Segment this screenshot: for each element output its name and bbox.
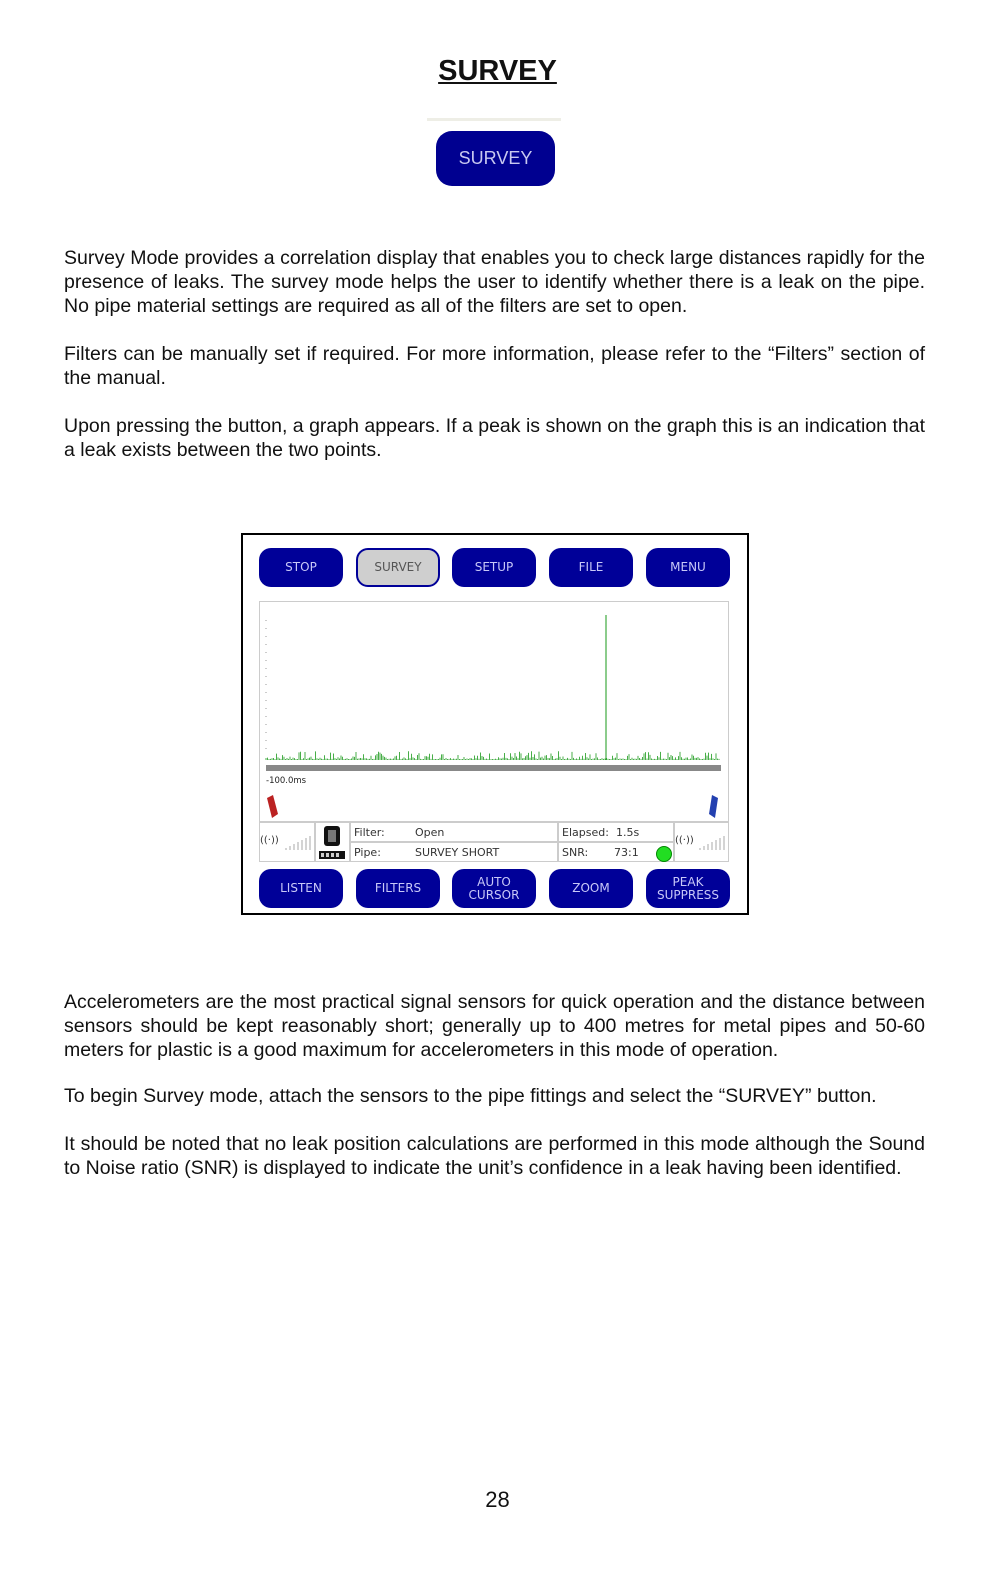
antenna-icon: ((·)) (260, 835, 279, 846)
signal-bars-icon (282, 835, 314, 851)
battery-cell (315, 822, 350, 862)
filter-value: Open (415, 826, 445, 839)
paragraph: Accelerometers are the most practical signal sensors for quick operation and the distance between sensors should be kept reasonably short; generally up to 400 metres for metal pipes and 50-60 meters for plastic is a good maximum for accelerometers in this mode of operation. (64, 991, 925, 1061)
status-indicator (656, 846, 672, 862)
filters-button[interactable]: FILTERS (356, 869, 440, 908)
battery-icon (316, 823, 349, 861)
correlation-graph (259, 601, 729, 822)
listen-button[interactable]: LISTEN (259, 869, 343, 908)
pipe-value: SURVEY SHORT (415, 846, 500, 859)
snr-value: 73:1 (614, 846, 639, 859)
red-sensor-icon (264, 794, 280, 820)
device-screenshot (241, 533, 749, 915)
paragraph: Upon pressing the button, a graph appears. If a peak is shown on the graph this is an indication that a leak exists between the two points. (64, 415, 925, 461)
axis-label: -100.0ms (266, 776, 307, 786)
pipe-row: Pipe: SURVEY SHORT (350, 842, 558, 862)
left-signal-strength (259, 822, 315, 862)
stop-button[interactable]: STOP (259, 548, 343, 587)
survey-button[interactable]: SURVEY (436, 131, 555, 186)
snr-row: SNR: 73:1 (558, 842, 674, 862)
peak-suppress-button[interactable]: PEAK SUPPRESS (646, 869, 730, 908)
signal-bars-icon (696, 835, 728, 851)
elapsed-value: 1.5s (616, 826, 640, 839)
blue-sensor-icon (706, 794, 722, 820)
paragraph: Filters can be manually set if required. For more information, please refer to the “Filters” section of the manual. (64, 343, 925, 389)
right-signal-strength (674, 822, 729, 862)
page-number: 28 (485, 1487, 510, 1512)
paragraph: It should be noted that no leak position calculations are performed in this mode although the Sound to Noise ratio (SNR) is displayed to indicate the unit’s confidence in a leak having been identified. (64, 1133, 925, 1179)
antenna-icon: ((·)) (675, 835, 694, 846)
divider (427, 118, 561, 121)
filter-row: Filter: Open (350, 822, 558, 842)
auto-cursor-button[interactable]: AUTO CURSOR (452, 869, 536, 908)
time-axis-bar (266, 765, 721, 771)
survey-tab-button[interactable]: SURVEY (356, 548, 440, 587)
paragraph: Survey Mode provides a correlation display that enables you to check large distances rapidly for the presence of leaks. The survey mode helps the user to identify whether there is a leak on the pipe. No pipe material settings are required as all of the filters are set to open. (64, 247, 925, 317)
noise-trace (266, 751, 719, 760)
elapsed-row: Elapsed: 1.5s (558, 822, 674, 842)
paragraph: To begin Survey mode, attach the sensors to the pipe fittings and select the “SURVEY” button. (64, 1085, 877, 1107)
correlation-plot (260, 602, 728, 821)
setup-button[interactable]: SETUP (452, 548, 536, 587)
menu-button[interactable]: MENU (646, 548, 730, 587)
file-button[interactable]: FILE (549, 548, 633, 587)
zoom-button[interactable]: ZOOM (549, 869, 633, 908)
page-title: SURVEY (438, 55, 557, 87)
